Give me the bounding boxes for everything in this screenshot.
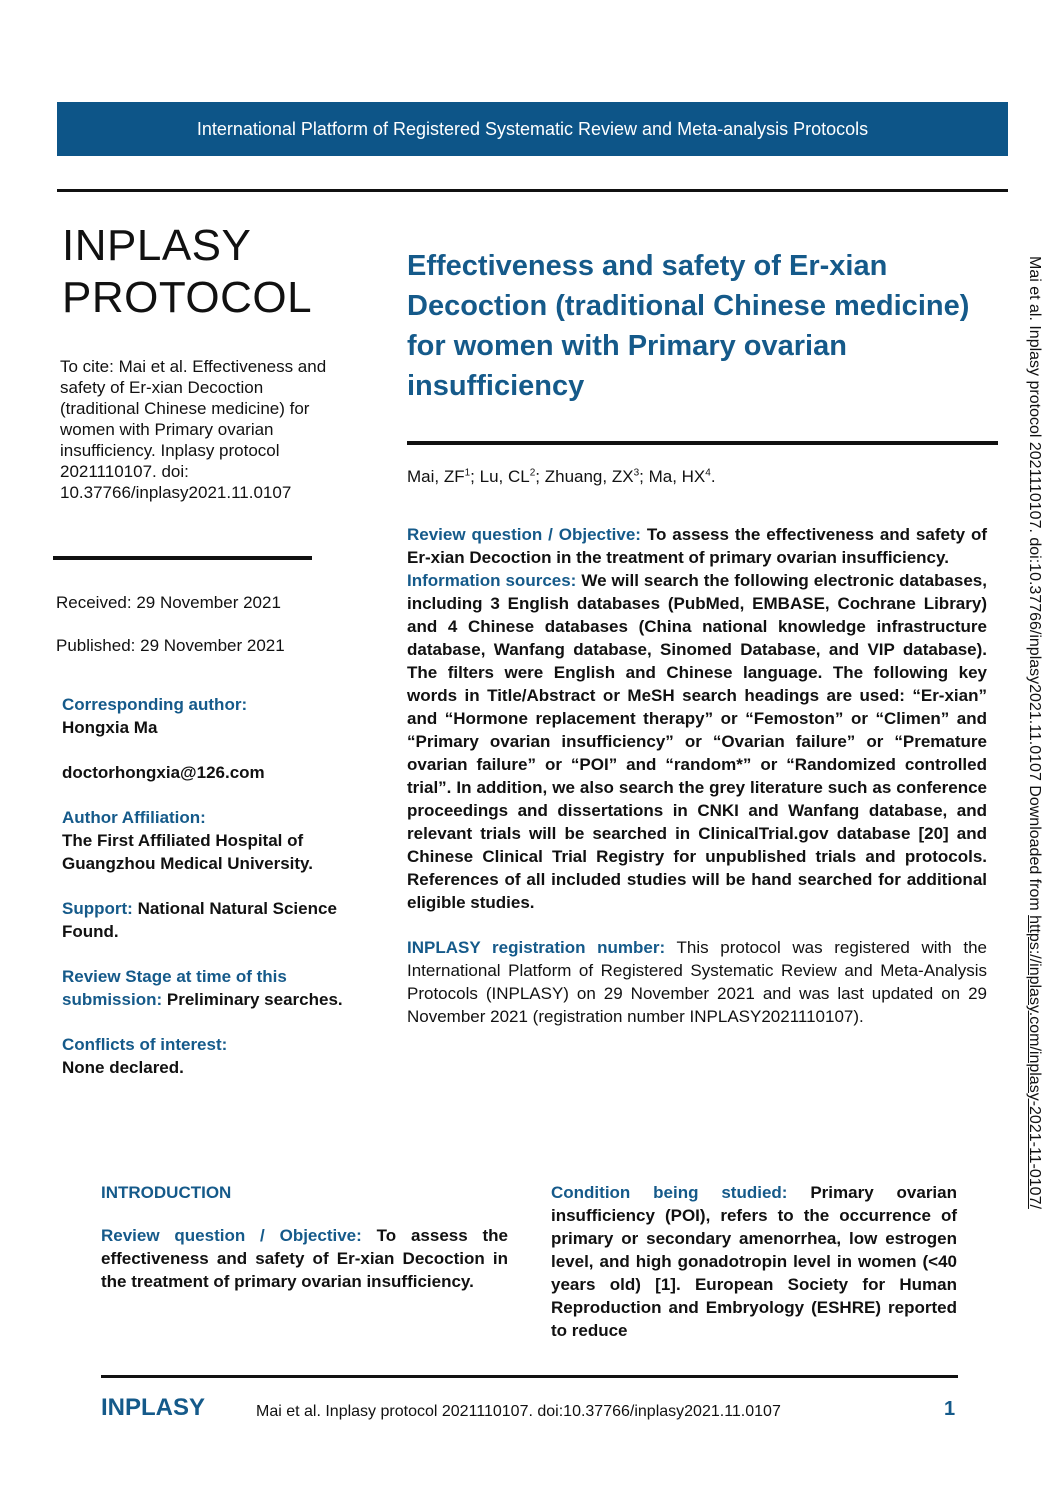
side-note-text: Mai et al. Inplasy protocol 2021110107. doi:10.37766/inplasy2021.11.0107 Downloaded from: [1026, 256, 1043, 916]
author: Lu, CL: [479, 467, 530, 486]
introduction-column: [101, 1181, 508, 1293]
affiliation-block: [62, 806, 372, 875]
affiliation-text: The First Affiliated Hospital of Guangzhou Medical University.: [62, 831, 313, 873]
registration-text: This protocol was registered with the International Platform of Registered Systematic Review and Meta-Analysis Protocols (INPLASY) on 29 November 2021 and was last updated on 29 November 2021 (registration number INPLASY2021110107).: [407, 938, 987, 1026]
condition-column: [551, 1181, 957, 1342]
brand-line-1: INPLASY: [62, 221, 252, 270]
registration-paragraph: [407, 936, 987, 1028]
footer-citation: Mai et al. Inplasy protocol 2021110107. doi:10.37766/inplasy2021.11.0107: [256, 1403, 781, 1420]
author-affiliation-number: 4: [705, 467, 711, 479]
inplasy-protocol-heading: [62, 220, 312, 324]
registration-label: INPLASY registration number:: [407, 938, 666, 957]
corresponding-author-name: Hongxia Ma: [62, 718, 158, 737]
download-link[interactable]: https://inplasy.com/inplasy-2021-11-0107/: [1026, 915, 1043, 1209]
author: Zhuang, ZX: [544, 467, 634, 486]
published-date: Published: 29 November 2021: [56, 636, 285, 655]
introduction-heading: INTRODUCTION: [101, 1183, 232, 1202]
information-sources-text: We will search the following electronic databases, including 3 English databases (PubMed, EMBASE, Cochrane Library) and 4 Chinese databases (China national knowledge infrastructure database, Wanfang database, Sinomed Database, and VIP database). The filters were English and Chinese language. The following key words in Title/Abstract or MeSH search headings are used: “Er-xian” and “Hormone replacement therapy” or “Femoston” or “Climen” and “Primary ovarian insufficiency” or “Ovarian failure” or “Premature ovarian failure” or “POI” and “random*” or “Randomized controlled trial”. In addition, we also search the grey literature such as conference proceedings and dissertations in CNKI and Wanfang database, and relevant trials will be searched in ClinicalTrial.gov database [20] and Chinese Clinical Trial Registry for unpublished trials and protocols. References of all included studies will be hand searched for additional eligible studies.: [407, 571, 987, 912]
footer-brand: INPLASY: [101, 1394, 206, 1421]
brand-line-2: PROTOCOL: [62, 273, 313, 322]
affiliation-label: Author Affiliation:: [62, 808, 206, 827]
intro-review-label: Review question / Objective:: [101, 1226, 362, 1245]
support-label: Support:: [62, 899, 133, 918]
side-download-note: [1023, 256, 1043, 1366]
left-rule: [53, 556, 312, 560]
intro-review-paragraph: [101, 1224, 508, 1293]
article-metadata: [62, 693, 372, 1101]
condition-paragraph: [551, 1181, 957, 1342]
review-question-label: Review question / Objective:: [407, 525, 641, 544]
title-rule: [407, 441, 998, 445]
top-rule: [57, 189, 1008, 192]
abstract: [407, 523, 987, 1028]
footer-rule: [101, 1375, 958, 1378]
review-question-text: To assess the effectiveness and safety of Er-xian Decoction in the treatment of primary ovarian insufficiency.: [407, 525, 987, 567]
banner-text: International Platform of Registered Systematic Review and Meta-analysis Protocols: [196, 118, 869, 139]
page-number: 1: [944, 1398, 956, 1420]
information-sources-label: Information sources:: [407, 571, 577, 590]
review-stage-label: Review Stage at time of this submission:: [62, 967, 287, 1009]
condition-text: Primary ovarian insufficiency (POI), refers to the occurrence of primary or secondary amenorrhea, low estrogen level, and high gonadotropin level in women (<40 years old) [1]. European Society for Human Reproduction and Embryology (ESHRE) reported to reduce: [551, 1183, 957, 1340]
information-sources-paragraph: [407, 569, 987, 914]
support-block: [62, 897, 372, 943]
conflicts-text: None declared.: [62, 1058, 184, 1077]
corresponding-author-label: Corresponding author:: [62, 695, 248, 714]
conflicts-block: [62, 1033, 372, 1079]
dates: [56, 592, 285, 678]
citation-text: To cite: Mai et al. Effectiveness and safety of Er-xian Decoction (traditional Chinese medicine) for women with Primary ovarian insufficiency. Inplasy protocol 2021110107. doi: 10.37766/inplasy2021.11.0107: [60, 357, 327, 502]
corresponding-author-block: [62, 693, 372, 739]
author: Ma, HX: [648, 467, 706, 486]
author: Mai, ZF: [407, 467, 465, 486]
conflicts-label: Conflicts of interest:: [62, 1035, 228, 1054]
author-list: Mai, $ZF^1$; Lu, $CL^2$; Zhuang, $ZX^3$; Ma, $HX^4$.: [407, 467, 716, 486]
received-date: Received: 29 November 2021: [56, 593, 281, 612]
review-stage-text: Preliminary searches.: [166, 990, 343, 1009]
author-email[interactable]: doctorhongxia@126.com: [62, 763, 265, 782]
article-title: Effectiveness and safety of Er-xian Decoction (traditional Chinese medicine) for women with Primary ovarian insufficiency: [407, 250, 970, 402]
review-question-paragraph: [407, 523, 987, 569]
support-text: National Natural Science Found.: [62, 899, 337, 941]
author-affiliation-number: 1: [464, 467, 471, 479]
intro-review-text: To assess the effectiveness and safety of Er-xian Decoction in the treatment of primary ovarian insufficiency.: [101, 1226, 508, 1291]
author-affiliation-number: 3: [633, 467, 640, 479]
author-affiliation-number: 2: [529, 467, 536, 479]
condition-label: Condition being studied:: [551, 1183, 788, 1202]
author-list-end: .: [710, 467, 716, 486]
journal-banner: [57, 102, 1008, 156]
review-stage-block: [62, 965, 372, 1011]
